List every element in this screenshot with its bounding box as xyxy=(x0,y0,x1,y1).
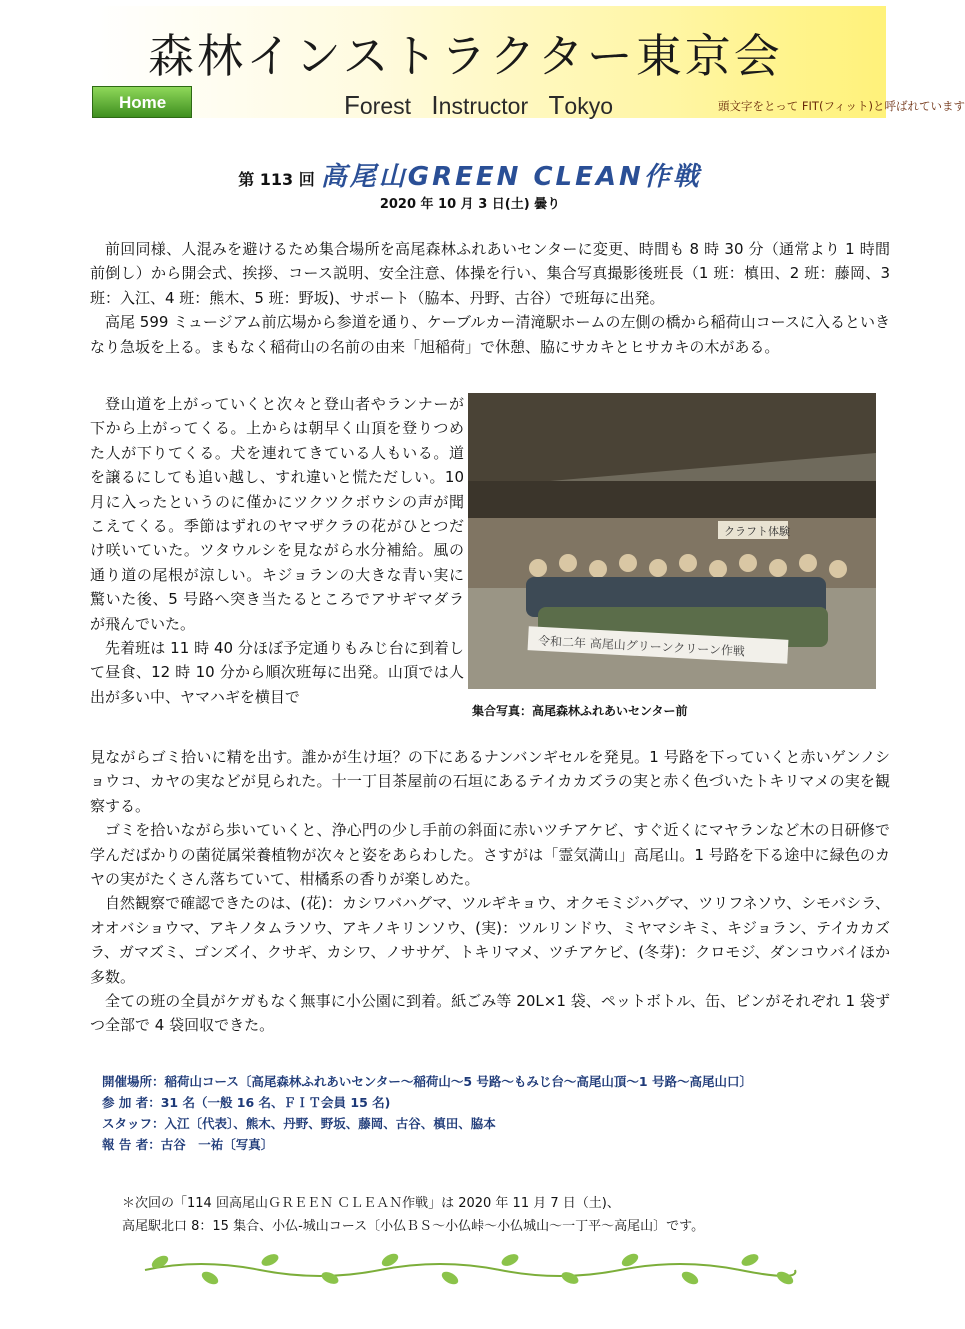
article-heading xyxy=(0,156,940,193)
fit-note: 頭文字をとって FIT(フィット)と呼ばれています xyxy=(718,99,965,113)
paragraph-4a: 先着班は 11 時 40 分ほぼ予定通りもみじ台に到着して昼食、12 時 10 分から順次班毎に出発。山頂では人出が多い中、ヤマハギを横目で xyxy=(90,639,464,706)
event-title: 高尾山GREEN CLEAN作戦 xyxy=(320,162,702,192)
english-f: F xyxy=(344,90,360,120)
event-number: 第 113 回 xyxy=(238,170,315,189)
craft-sign: クラフト体験 xyxy=(724,525,790,538)
home-button[interactable]: Home xyxy=(92,86,192,118)
article-body-bottom xyxy=(90,745,890,1038)
english-okyo: okyo xyxy=(564,93,614,119)
paragraph-3: 登山道を上がっていくと次々と登山者やランナーが下から上がってくる。上からは朝早く山頂を登りつめた人が下りてくる。犬を連れてきている人もいる。道を譲るにしても追い越し、すれ違いと慌ただしい。10 月に入ったというのに僅かにツクツクボウシの声が聞こえてくる。季節はずれのヤマザクラの花がひとつだけ咲いていた。ツタウルシを見ながら水分補給。風の通り道の尾根が涼しい。キジョランの大きな青い実に驚いた後、5 号路へ突き当たるところでアサギマダラが飛んでいた。 xyxy=(90,395,464,633)
info-venue: 開催場所：稲荷山コース〔高尾森林ふれあいセンター～稲荷山～5 号路～もみじ台～高尾山頂～1 号路～高尾山口〕 xyxy=(102,1074,752,1089)
info-participants: 参 加 者：31 名（一般 16 名、ＦＩＴ会員 15 名) xyxy=(102,1095,391,1110)
article-body-top xyxy=(90,237,890,359)
article-column xyxy=(90,392,464,709)
vine-decoration-icon xyxy=(140,1248,800,1288)
english-orest: orest xyxy=(359,93,412,119)
english-i: I xyxy=(431,90,439,120)
next-line-2: 高尾駅北口 8：15 集合、小仏-城山コース〔小仏ＢＳ～小仏峠～小仏城山～一丁平～高尾山〕です。 xyxy=(122,1219,705,1234)
group-photo xyxy=(468,393,876,689)
paragraph-1: 前回同様、人混みを避けるため集合場所を高尾森林ふれあいセンターに変更、時間も 8 時 30 分（通常より 1 時間前倒し）から開会式、挨拶、コース説明、安全注意、体操を行い、集合写真撮影後班長（1 班：槙田、2 班：藤岡、3 班：入江、4 班：熊木、5 班：野坂)、サポート（脇本、丹野、古谷）で班毎に出発。 xyxy=(90,240,890,307)
photo-banner-text: 令和二年 高尾山グリーンクリーン作戦 xyxy=(537,633,746,659)
photo-caption: 集合写真：高尾森林ふれあいセンター前 xyxy=(472,704,688,718)
next-event xyxy=(122,1192,704,1238)
paragraph-5: ゴミを拾いながら歩いていくと、浄心門の少し手前の斜面に赤いツチアケビ、すぐ近くにマヤランなど木の日研修で学んだばかりの菌従属栄養植物が次々と姿をあらわした。さすがは「霊気満山」高尾山。1 号路を下る途中に緑色のカヤの実がたくさん落ちていて、柑橘系の香りが楽しめた。 xyxy=(90,821,890,889)
site-title: 森林インストラクター東京会 xyxy=(148,29,783,83)
header-banner xyxy=(88,6,965,120)
english-name xyxy=(344,90,613,121)
event-info xyxy=(102,1071,752,1155)
info-staff: スタッフ：入江〔代表〕、熊木、丹野、野坂、藤岡、古谷、槙田、脇本 xyxy=(102,1116,496,1131)
english-nstructor: nstructor xyxy=(438,93,529,119)
paragraph-7: 全ての班の全員がケガもなく無事に小公園に到着。紙ごみ等 20L×1 袋、ペットボトル、缶、ビンがそれぞれ 1 袋ずつ全部で 4 袋回収できた。 xyxy=(90,992,890,1035)
paragraph-6: 自然観察で確認できたのは、(花)：カシワバハグマ、ツルギキョウ、オクモミジハグマ、ツリフネソウ、シモバシラ、オオバショウマ、アキノタムラソウ、アキノキリンソウ、(実)：ツルリンドウ、ミヤマシキミ、キジョラン、テイカカズラ、ガマズミ、ゴンズイ、クサギ、カシワ、ノササゲ、トキリマメ、ツチアケビ、(冬芽)：クロモジ、ダンコウバイほか多数。 xyxy=(90,894,890,986)
paragraph-2: 高尾 599 ミュージアム前広場から参道を通り、ケーブルカー清滝駅ホームの左側の橋から稲荷山コースに入るといきなり急坂を上る。まもなく稲荷山の名前の由来「旭稲荷」で休憩、脇にサカキとヒサカキの木がある。 xyxy=(90,313,890,356)
next-line-1: ＊次回の「114 回高尾山ＧＲＥＥＮ ＣＬＥＡＮ作戦」は 2020 年 11 月 7 日（土)、 xyxy=(122,1196,620,1211)
event-date: 2020 年 10 月 3 日(土) 曇り xyxy=(379,197,561,212)
english-t: T xyxy=(548,90,565,120)
paragraph-4b: 見ながらゴミ拾いに精を出す。誰かが生け垣？の下にあるナンバンギセルを発見。1 号路を下っていくと赤いゲンノショウコ、カヤの実などが見られた。十一丁目茶屋前の石垣にあるテイカカズラの実と赤く色づいたトキリマメの実を観察する。 xyxy=(90,748,890,815)
info-reporter: 報 告 者：古谷 一祐〔写真〕 xyxy=(102,1137,274,1152)
